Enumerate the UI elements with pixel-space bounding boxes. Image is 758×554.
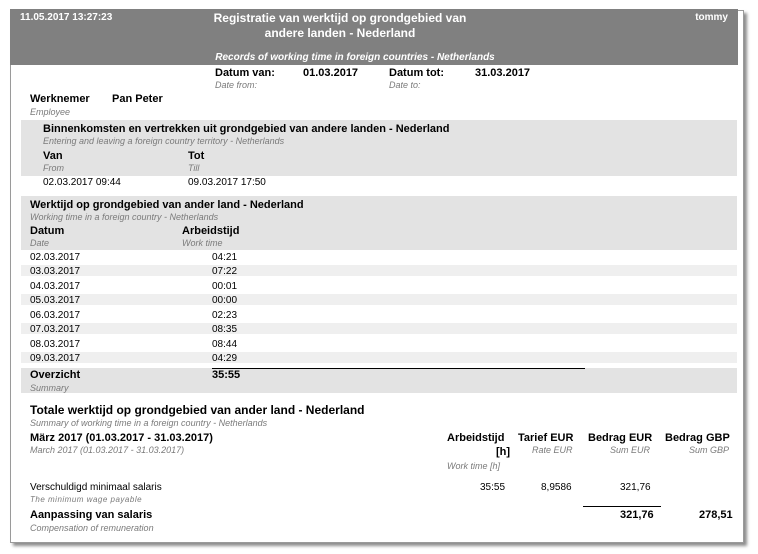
summary-divider [212, 368, 585, 369]
table-row-time: 00:01 [212, 281, 238, 292]
wage-row-label-en: The minimum wage payable [30, 495, 143, 504]
worktime-col-time: Arbeidstijd [182, 225, 240, 237]
date-to-label-en: Date to: [389, 80, 421, 90]
compensation-sum-gbp: 278,51 [699, 509, 733, 521]
worktime-col-date-en: Date [30, 238, 50, 248]
row-stripe [21, 294, 737, 305]
date-from-value: 01.03.2017 [303, 67, 359, 79]
report-header [10, 9, 738, 65]
date-from-label-en: Date from: [215, 80, 258, 90]
report-subtitle: Records of working time in foreign countries - Netherlands [215, 52, 495, 63]
report-page [10, 10, 744, 543]
print-datetime: 11.05.2017 13:27:23 [20, 12, 113, 23]
date-to-value: 31.03.2017 [475, 67, 531, 79]
total-title: Totale werktijd op grondgebied van ander land - Nederland [30, 403, 365, 417]
table-row-date: 06.03.2017 [30, 310, 81, 321]
entering-till-value: 09.03.2017 17:50 [188, 177, 266, 188]
user-name: tommy [695, 12, 728, 23]
date-to-label: Datum tot: [389, 67, 444, 79]
summary-label: Overzicht [30, 369, 81, 381]
col-hours-unit: [h] [496, 446, 511, 458]
table-row-date: 04.03.2017 [30, 281, 81, 292]
col-hours-header-en: Work time [h] [447, 461, 501, 471]
entering-col-from: Van [43, 150, 63, 162]
entering-title: Binnenkomsten en vertrekken uit grondgebied van andere landen - Nederland [43, 123, 450, 135]
total-title-en: Summary of working time in a foreign country - Netherlands [30, 418, 268, 428]
worktime-col-time-en: Work time [182, 238, 223, 248]
col-rate-header: Tarief EUR [518, 432, 574, 444]
date-from-label: Datum van: [215, 67, 275, 79]
col-sum-gbp-header: Bedrag GBP [665, 432, 730, 444]
total-month-en: March 2017 (01.03.2017 - 31.03.2017) [30, 445, 185, 455]
col-hours-header: Arbeidstijd [447, 432, 505, 444]
col-sum-gbp-header-en: Sum GBP [689, 445, 730, 455]
compensation-sum-eur: 321,76 [620, 509, 654, 521]
worktime-col-date: Datum [30, 225, 65, 237]
row-stripe [21, 352, 737, 363]
table-row-time: 02:23 [212, 310, 238, 321]
col-sum-eur-header-en: Sum EUR [610, 445, 651, 455]
summary-label-en: Summary [30, 383, 69, 393]
entering-title-en: Entering and leaving a foreign country territory - Netherlands [43, 136, 285, 146]
table-row-time: 04:29 [212, 353, 238, 364]
table-row-date: 08.03.2017 [30, 339, 81, 350]
worktime-title: Werktijd op grondgebied van ander land - Nederland [30, 199, 304, 211]
table-row-date: 07.03.2017 [30, 324, 81, 335]
employee-label-en: Employee [30, 107, 71, 117]
table-row-date: 03.03.2017 [30, 266, 81, 277]
table-row-time: 08:35 [212, 324, 238, 335]
summary-value: 35:55 [212, 369, 241, 381]
summary-section [21, 368, 737, 393]
worktime-title-en: Working time in a foreign country - Netherlands [30, 212, 219, 222]
row-stripe [21, 323, 737, 334]
wage-row-label: Verschuldigd minimaal salaris [30, 482, 162, 493]
table-row-date: 02.03.2017 [30, 252, 81, 263]
entering-col-till-en: Till [188, 163, 200, 173]
wage-row-sum-eur: 321,76 [620, 482, 651, 493]
table-row-time: 08:44 [212, 339, 238, 350]
entering-col-till: Tot [188, 150, 205, 162]
entering-col-from-en: From [43, 163, 64, 173]
entering-from-value: 02.03.2017 09:44 [43, 177, 121, 188]
table-row-time: 00:00 [212, 295, 238, 306]
wage-row-hours: 35:55 [480, 482, 506, 493]
compensation-label-en: Compensation of remuneration [30, 523, 154, 533]
table-row-time: 04:21 [212, 252, 238, 263]
table-row-date: 05.03.2017 [30, 295, 81, 306]
compensation-label: Aanpassing van salaris [30, 509, 153, 521]
employee-label: Werknemer [30, 93, 90, 105]
wage-row-rate: 8,9586 [541, 482, 572, 493]
report-title: Registratie van werktijd op grondgebied van andere landen - Nederland [213, 11, 467, 40]
table-row-time: 07:22 [212, 266, 238, 277]
table-row-date: 09.03.2017 [30, 353, 81, 364]
col-rate-header-en: Rate EUR [532, 445, 573, 455]
total-month: März 2017 (01.03.2017 - 31.03.2017) [30, 432, 213, 444]
total-divider [583, 506, 661, 507]
row-stripe [21, 265, 737, 276]
employee-name: Pan Peter [112, 93, 163, 105]
col-sum-eur-header: Bedrag EUR [588, 432, 653, 444]
